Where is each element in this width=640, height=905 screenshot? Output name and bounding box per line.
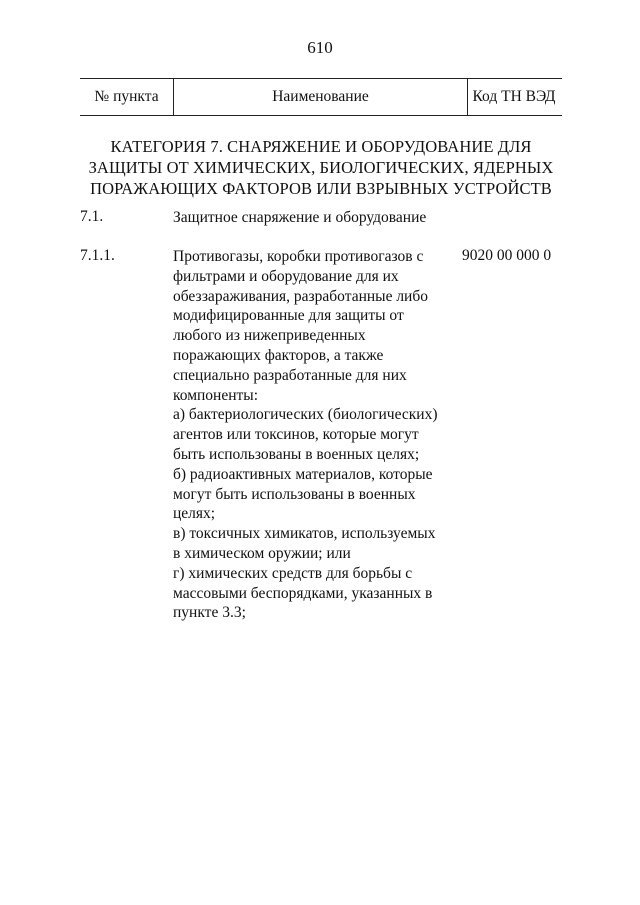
row-name-line: а) бактериологических (биологических) [173, 406, 438, 424]
row-name-line: Противогазы, коробки противогазов с [173, 248, 424, 265]
row-name-line: быть использованы в военных целях; [173, 445, 420, 463]
category-title [80, 136, 562, 199]
row-name [173, 247, 463, 623]
row-name-line: могут быть использованы в военных [173, 485, 416, 503]
row-name-line: модифицированные для защиты от [173, 307, 404, 325]
header-col-number: № пункта [94, 88, 159, 105]
row-name-line: обеззараживания, разработанные либо [173, 287, 428, 305]
header-col-name: Наименование [173, 79, 468, 115]
row-name-line: в химическом оружии; или [173, 544, 351, 562]
row-name-line: агентов или токсинов, которые могут [173, 426, 419, 444]
row-name-line: поражающих факторов, а также [173, 346, 384, 364]
row-number: 7.1.1. [80, 247, 115, 264]
row-name [173, 208, 463, 228]
row-name-line: специально разработанные для них [173, 366, 407, 384]
row-number: 7.1. [80, 208, 104, 225]
category-title-line: КАТЕГОРИЯ 7. СНАРЯЖЕНИЕ И ОБОРУДОВАНИЕ ДЛЯ [110, 137, 532, 156]
row-code: 9020 00 000 0 [462, 247, 552, 264]
row-name-line: любого из нижеприведенных [173, 327, 366, 345]
category-title-line: ПОРАЖАЮЩИХ ФАКТОРОВ ИЛИ ВЗРЫВНЫХ УСТРОЙСТВ [90, 179, 552, 198]
row-name-line: компоненты: [173, 386, 259, 404]
category-title-line: ЗАЩИТЫ ОТ ХИМИЧЕСКИХ, БИОЛОГИЧЕСКИХ, ЯДЕРНЫХ [88, 158, 554, 177]
row-name-line: массовыми беспорядками, указанных в [173, 584, 433, 602]
row-name-line: г) химических средств для борьбы с [173, 564, 413, 582]
row-name-line: Защитное снаряжение и оборудование [173, 209, 427, 226]
row-name-line: в) токсичных химикатов, используемых [173, 525, 436, 543]
header-col-code: Код ТН ВЭД [472, 88, 556, 105]
row-name-line: целях; [173, 505, 216, 523]
row-name-line: фильтрами и оборудование для их [173, 267, 399, 285]
row-name-line: пункте 3.3; [173, 604, 246, 622]
table-header [80, 78, 562, 116]
row-name-line: б) радиоактивных материалов, которые [173, 465, 433, 483]
page-number: 610 [307, 38, 333, 57]
